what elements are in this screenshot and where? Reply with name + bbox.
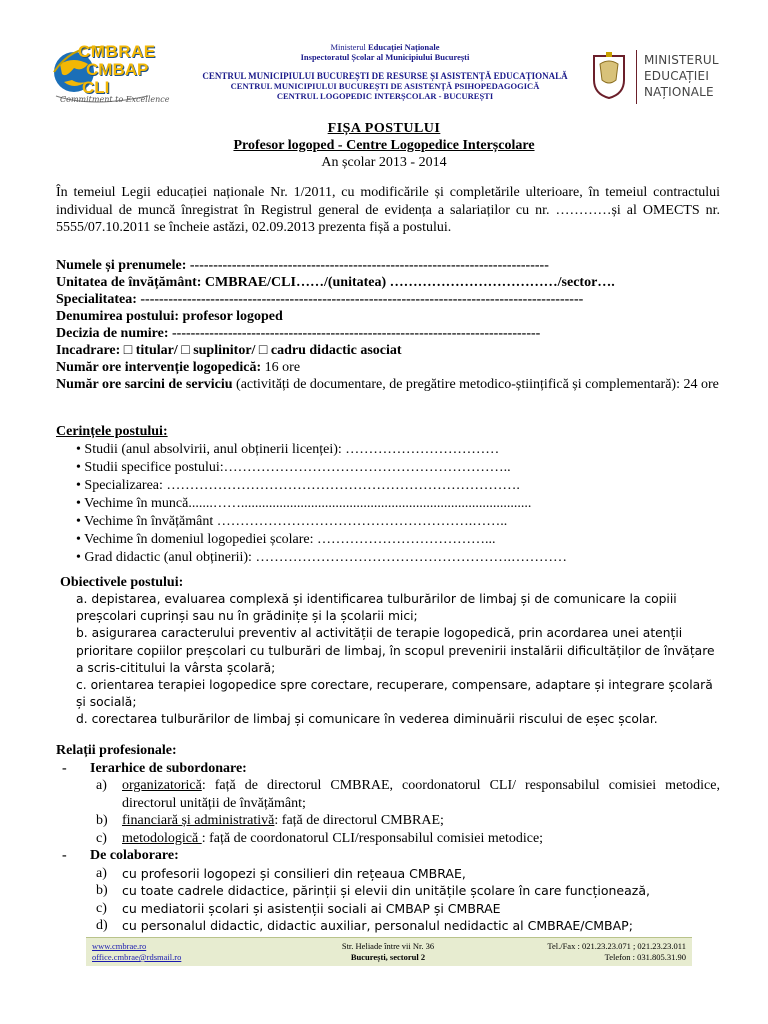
item-text: cu profesorii logopezi și consilieri din rețeaua CMBRAE, [122,865,466,881]
item-letter: a) [96,865,107,881]
item-label: metodologică [122,830,202,846]
requirement-item: • Specializarea: …………………………………………………………………. [76,478,520,493]
subordination-title: Ierarhice de subordonare: [90,760,247,776]
objective-paragraph: c. orientarea terapiei logopedice spre corectare, recuperare, compensare, adaptare și integrare școlară și socială; [76,678,713,710]
requirement-item: • Grad didactic (anul obținerii): ……………………………………………….………… [76,550,567,565]
subordination-item [56,830,720,848]
footer-contacts [92,941,181,963]
collaboration-item [56,900,720,918]
institution-header [200,42,570,101]
item-letter: c) [96,900,107,916]
requirement-item: • Vechime în învățământ ……………………………………………….…….. [76,514,508,529]
objective-paragraph: d. corectarea tulburărilor de limbaj și comunicare în vederea diminuării riscului de eșec școlar. [76,712,658,727]
requirement-item: • Vechime în domeniul logopediei școlare: ………………………………... [76,532,496,547]
requirements-section [56,423,720,567]
item-text: cu mediatorii școlari și asistenții sociali ai CMBAP și CMBRAE [122,900,501,916]
center-psy: CENTRUL MUNICIPIULUI BUCUREȘTI DE ASISTENȚĂ PSIHOPEDAGOGICĂ [230,81,540,91]
collaboration-title: De colaborare: [90,848,179,863]
phone-line-1: Tel./Fax : 021.23.23.071 ; 021.23.23.011 [547,941,686,951]
ministry-divider [636,50,637,104]
address-line-1: Str. Heliade între vii Nr. 36 [341,941,435,951]
center-name: CENTRUL MUNICIPIULUI BUCUREȘTI DE RESURSE ȘI ASISTENȚĂ EDUCAȚIONALĂ [202,71,568,81]
center-logo: CENTRUL LOGOPEDIC INTERȘCOLAR - BUCUREȘTI [276,91,494,101]
inspectorate-line: Inspectoratul Școlar al Municipiului București [300,52,470,62]
field-unit: Unitatea de învățământ: CMBRAE/CLI……/(unitatea) ………………………………/sector…. [56,275,615,290]
objectives-section [56,574,720,729]
ministry-line [200,42,570,52]
interventions-label: Număr ore intervenție logopedică: [56,360,262,375]
item-text: cu personalul didactic, didactic auxiliar, personalul nedidactic al CMBRAE/CMBAP; [122,918,633,933]
ministry-prefix: Ministerul [330,42,366,52]
item-text: : față de directorul CMBRAE; [274,813,444,828]
relations-section [56,742,720,935]
intro-paragraph: În temeiul Legii educației naționale Nr. 1/2011, cu modificările și completările ulterioare, în temeiul contractului individual de muncă înregistrat în Registrul general de evidența a salariaților cu nr. …………și al OMECTS nr. 5555/07.10.2011 se încheie astăzi, 02.09.2013 prezenta fișă a postului. [56,185,720,236]
ministry-logo-line-1: MINISTERUL [644,53,719,67]
field-specialty: Specialitatea: ----------------------------------------------------------------------------------------------- [56,292,584,307]
phone-line-2: Telefon : 031.805.31.90 [604,952,686,962]
item-letter: b) [96,883,108,898]
dash-marker: - [62,760,67,776]
cmbrae-logo [52,38,182,110]
ministry-logo-line-2: EDUCAȚIEI [644,69,710,83]
relations-heading: Relații profesionale: [56,743,177,758]
logo-sub2: CLI [82,78,110,97]
requirement-item: • Studii (anul absolvirii, anul obținerii licenței): …………………………… [76,442,500,457]
page-footer [86,937,692,966]
collaboration-item [56,865,720,883]
objective-paragraph: a. depistarea, evaluarea complexă și identificarea tulburărilor de limbaj și de comunicare la copiii preșcolari cuprinși sau nu în grădinițe și la școlarii mici; [76,592,677,624]
ministry-name: Educației Naționale [368,42,440,52]
website-link[interactable]: www.cmbrae.ro [92,941,147,951]
interventions-value: 16 ore [261,360,301,375]
ministry-logo-text [644,52,754,100]
objectives-heading: Obiectivele postului: [60,575,184,590]
subordination-item [56,812,720,830]
address-line-2: București, sectorul 2 [350,952,426,962]
logo-tagline: Commitment to Excellence [60,95,170,104]
collaboration-item [56,882,720,900]
logo-sub1: CMBAP [86,60,149,79]
subordination-item [56,777,720,812]
item-letter: a) [96,778,107,793]
collaboration-item [56,917,720,935]
coat-of-arms-icon [590,50,628,100]
email-link[interactable]: office.cmbrae@rdsmail.ro [92,952,182,962]
field-post: Denumirea postului: profesor logoped [56,309,283,324]
field-framing: Incadrare: □ titular/ □ suplinitor/ □ cadru didactic asociat [56,343,402,358]
item-text: cu toate cadrele didactice, părinții și elevii din unitățile școlare în care funcționează, [122,883,650,898]
ministry-logo-line-3: NAȚIONALE [644,85,714,99]
collaboration-heading [56,847,720,865]
logo-brand: CMBRAE [78,42,156,61]
employee-fields [56,257,720,393]
requirements-heading: Cerințele postului: [56,424,168,439]
dash-marker: - [62,848,67,863]
field-decision: Decizia de numire: ------------------------------------------------------------------------------- [56,326,541,341]
document-title: FIȘA POSTULUI [327,121,441,136]
item-letter: c) [96,830,107,846]
subordination-heading [56,760,720,778]
item-letter: d) [96,918,108,933]
document-subtitle: Profesor logoped - Centre Logopedice Interșcolare [233,138,535,153]
field-service [56,376,720,393]
item-label: financiară și administrativă [122,813,275,828]
item-text: : față de coordonatorul CLI/responsabilul comisiei metodice; [201,830,544,846]
item-letter: b) [96,813,108,828]
field-interventions [56,359,720,376]
objective-paragraph: b. asigurarea caracterului preventiv al activității de terapie logopedică, prin acordarea unei atenții prioritare copiilor preșcolari cu tulburări de limbaj, în scopul prevenirii instalării dificultăților de învățare a scris-cititului la vârsta școlară; [76,626,715,675]
item-text: : față de directorul CMBRAE, coordonatorul CLI/ responsabilul comisiei metodice, directorul unității de învățământ; [122,778,720,811]
service-value: (activități de documentare, de pregătire metodico-științifică și complementară): 24 ore [232,377,719,392]
requirement-item: • Studii specifice postului:…………………………………………………….. [76,460,511,475]
footer-phones [547,941,686,963]
field-name: Numele și prenumele: ----------------------------------------------------------------------------- [56,258,549,273]
footer-address [332,941,444,963]
school-year: An școlar 2013 - 2014 [321,155,447,170]
item-label: organizatorică [122,778,202,793]
service-label: Număr ore sarcini de serviciu [56,377,233,392]
requirement-item: • Vechime în muncă.......……................................................................................... [76,496,532,511]
